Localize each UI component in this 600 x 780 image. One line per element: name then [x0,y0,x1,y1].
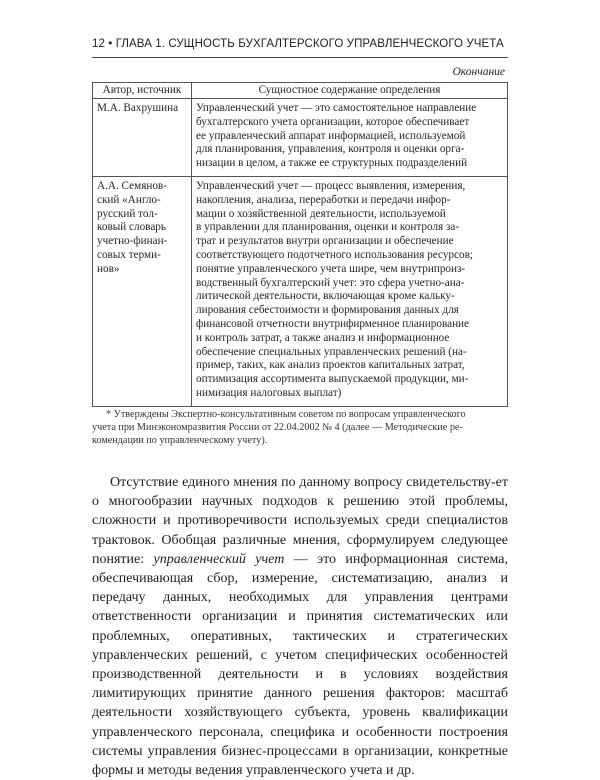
header-rule [92,57,508,58]
table-continuation-label: Окончание [452,66,505,78]
author-cell: М.А. Вахрушина [93,99,192,177]
body-paragraph [92,473,508,780]
author-cell: А.А. Семянов- ский «Англо- русский тол- ковый словарь учетно-финан- совых терми- нов» [93,176,192,406]
column-header-definition: Сущностное содержание определения [192,83,508,99]
definition-cell: Управленческий учет — процесс выявления, измерения, накопления, анализа, переработки и передачи инфор- мации о хозяйственной деятельности, используемой в управлении для планирования, оценки и контроля за- трат и результатов внутри организации и обеспечение соответствующего подотчетного использования ресурсов; понятие управленческого учета шире, чем внутрипроиз- водственный бухгалтерский учет: это сфера учетно-ана- литической деятельности, включающая кроме кальку- лирования себестоимости и формирования данных для финансовой отчетности внутрифирменное планирование и контроль затрат, а также анализ и информационное обеспечение специальных управленческих решений (на- пример, таких, как анализ проектов капитальных затрат, оптимизация ассортимента выпускаемой продукции, ми- нимизация налоговых выплат) [192,176,508,406]
paragraph-text-end: — это информационная система, обеспечивающая сбор, измерение, систематизацию, анализ и передачу данных, необходимых для управления центрами ответственности организации и принятия систематических или проблемных, оперативных, тактических и стратегических управленческих решений, с учетом специфических особенностей производственной деятельности и в условиях воздействия лимитирующих принятие данного решения факторов: масштаб деятельности хозяйствующего субъекта, уровень квалификации управленческого персонала, специфика и особенности построения системы управления бизнес-процессами в организации, конкретные формы и методы ведения управленческого учета и др. [92,551,508,779]
defined-term: управленческий учет [153,551,285,567]
table-header-row [93,83,508,99]
definitions-table [92,82,508,407]
definition-cell: Управленческий учет — это самостоятельное направление бухгалтерского учета организации, которое обеспечивает ее управленческий аппарат информацией, используемой для планирования, управления, контроля и оценки орга- низации в целом, а также ее структурных подразделений [192,99,508,177]
table-row [93,99,508,177]
table-row [93,176,508,406]
table-footnote [92,408,508,447]
footnote-text: * Утверждены Экспертно-консультативным советом по вопросам управленческого учета при Минэкономразвития России от 22.04.2002 № 4 (далее — Методические ре- комендации по управленческому учету). [92,409,466,446]
running-head: 12 • ГЛАВА 1. СУЩНОСТЬ БУХГАЛТЕРСКОГО УПРАВЛЕНЧЕСКОГО УЧЕТА [92,38,504,50]
column-header-author: Автор, источник [93,83,192,99]
paragraph-text-start: Отсутствие единого мнения по данному вопросу свидетельству-ет о многообразии научных подходов к решению этой проблемы, сложности и противоречивости используемых среди специалистов трактовок. Обобщая различные мнения, сформулируем следующее понятие: [92,475,508,567]
